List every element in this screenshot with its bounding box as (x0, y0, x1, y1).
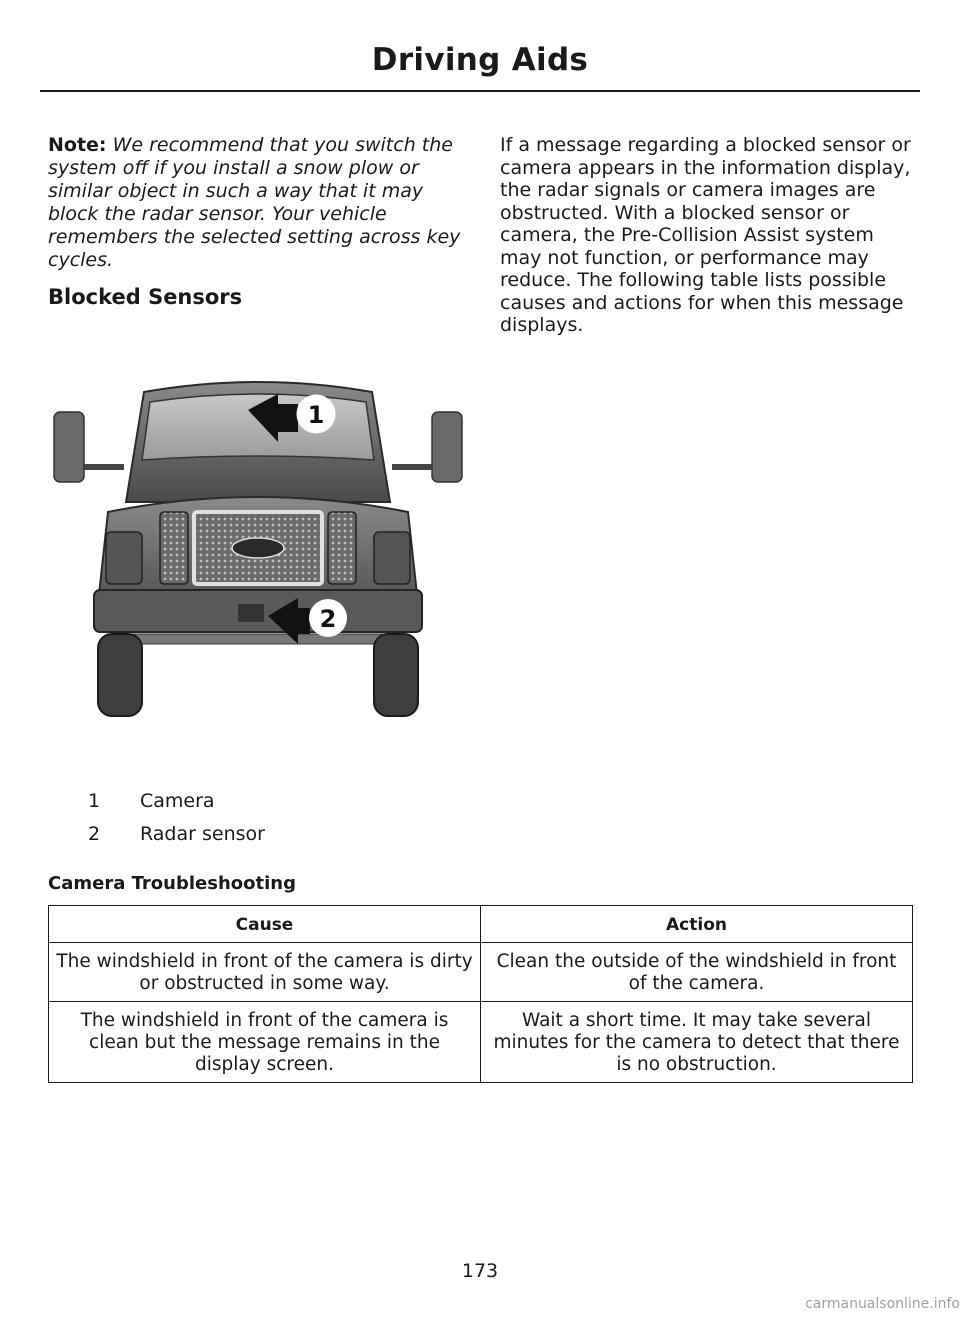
cause-cell: The windshield in front of the camera is clean but the message remains in the display screen. (49, 1002, 481, 1083)
legend-item (80, 784, 480, 817)
figure-legend (80, 784, 480, 850)
radar-sensor-module (238, 604, 264, 622)
column-header-cause: Cause (49, 906, 481, 943)
brand-oval (232, 538, 284, 558)
callout-number-1: 1 (307, 401, 325, 429)
right-headlight (374, 532, 410, 584)
header-divider (40, 90, 920, 92)
left-headlight (106, 532, 142, 584)
watermark: carmanualsonline.info (805, 1296, 960, 1312)
callout-number-2: 2 (319, 605, 337, 633)
right-wheel (374, 634, 418, 716)
truck-front-illustration (48, 372, 468, 728)
blocked-sensor-paragraph: If a message regarding a blocked sensor or camera appears in the information display, the radar signals or camera images are obstructed. With a blocked sensor or camera, the Pre-Collision Assist system may not function, or performance may reduce. The following table lists possible causes and actions for when this message displays. (500, 134, 911, 336)
right-mirror (432, 412, 462, 482)
truck-front-svg (48, 372, 468, 728)
chassis-frame (108, 634, 408, 644)
action-cell: Wait a short time. It may take several minutes for the camera to detect that there is no obstruction. (481, 1002, 913, 1083)
legend-number: 1 (88, 789, 101, 812)
note-label: Note: (48, 134, 107, 156)
grille-right (328, 512, 356, 584)
windshield (142, 394, 374, 460)
table-header-row (49, 906, 913, 943)
legend-label: Camera (140, 789, 215, 812)
left-mirror (54, 412, 84, 482)
column-header-action: Action (481, 906, 913, 943)
action-cell: Clean the outside of the windshield in front of the camera. (481, 943, 913, 1002)
note-paragraph (48, 134, 468, 272)
left-mirror-arm (84, 464, 124, 470)
cause-cell: The windshield in front of the camera is dirty or obstructed in some way. (49, 943, 481, 1002)
grille-left (160, 512, 188, 584)
table-heading: Camera Troubleshooting (48, 873, 296, 894)
section-heading: Blocked Sensors (48, 285, 243, 309)
camera-troubleshooting-table (48, 905, 913, 1083)
note-text: We recommend that you switch the system off if you install a snow plow or similar object in such a way that it may block the radar sensor. Your vehicle remembers the selected setting across key cycles. (48, 134, 461, 271)
legend-item (80, 817, 480, 850)
legend-label: Radar sensor (140, 822, 265, 845)
page-header-title: Driving Aids (371, 42, 589, 78)
table-row (49, 1002, 913, 1083)
right-mirror-arm (392, 464, 432, 470)
left-wheel (98, 634, 142, 716)
page-number: 173 (461, 1260, 499, 1282)
table-row (49, 943, 913, 1002)
legend-number: 2 (88, 822, 101, 845)
